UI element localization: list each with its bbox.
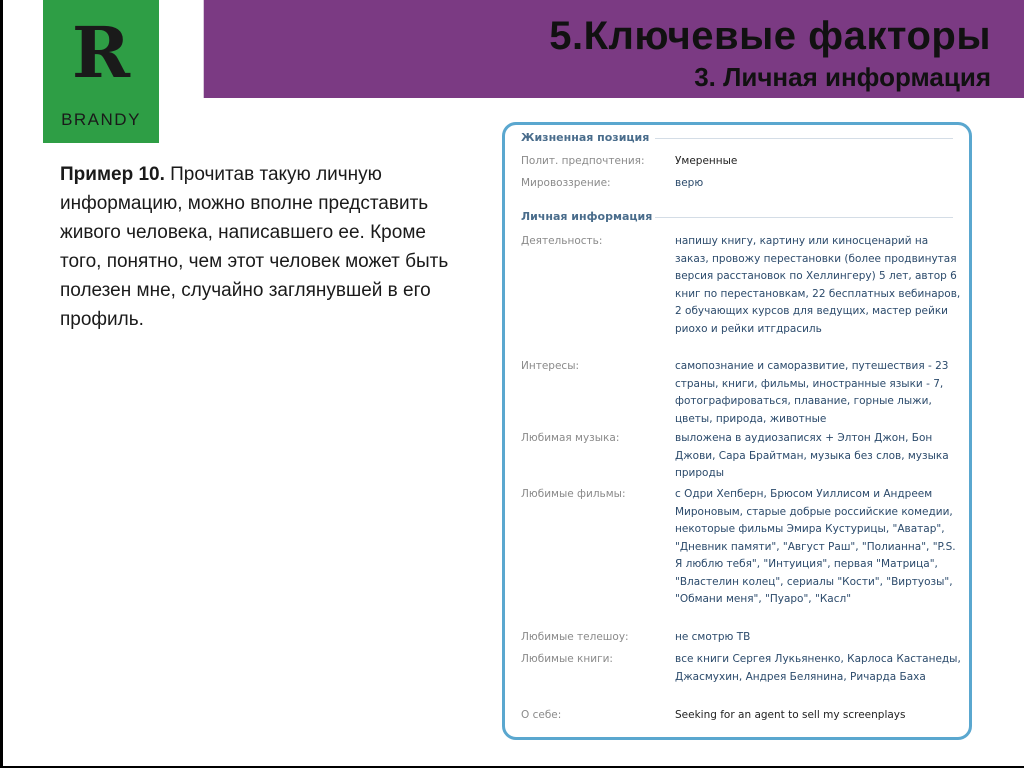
section-title-life-position: Жизненная позиция	[521, 131, 650, 144]
about-value: Seeking for an agent to sell my screenplays	[675, 709, 906, 721]
activity-value: напишу книгу, картину или киносценарий на заказ, провожу перестановки (более продвинутая версия расстановок по Хеллингеру) 5 лет, автор 6 книг по перестановкам, 22 бесплатных вебинаров, 2 обучающих курсов для ведущих, мастер рейки риохо и рейки итгдрасиль	[675, 235, 961, 335]
worldview-value: верю	[675, 177, 704, 189]
films-value: с Одри Хепберн, Брюсом Уиллисом и Андреем Мироновым, старые добрые российские комедии, некоторые фильмы Эмира Кустурицы, "Аватар", "Дневник памяти", "Август Раш", "Полианна", "P.S. Я люблю тебя", "Интуиция", первая "Матрица", "Властелин колец", сериалы "Кости", "Виртуозы", "Обмани меня", "Пуаро", "Касл"	[675, 488, 956, 605]
section-divider	[655, 217, 953, 218]
slide-subtitle: 3. Личная информация	[694, 62, 991, 92]
worldview-label: Мировоззрение:	[521, 177, 611, 189]
example-body: Прочитав такую личную информацию, можно вполне представить живого человека, написавшего ее. Кроме того, понятно, чем этот человек может быть полезен мне, случайно заглянувшей в его профиль.	[60, 164, 449, 330]
about-label: О себе:	[521, 709, 562, 721]
activity-label: Деятельность:	[521, 235, 603, 247]
politics-label: Полит. предпочтения:	[521, 155, 645, 167]
tv-label: Любимые телешоу:	[521, 631, 629, 643]
books-label: Любимые книги:	[521, 653, 613, 665]
section-title-personal-info: Личная информация	[521, 210, 653, 223]
logo-letter: R	[71, 11, 131, 94]
example-label: Пример 10.	[60, 164, 165, 185]
interests-value: самопознание и саморазвитие, путешествия - 23 страны, книги, фильмы, иностранные языки - 7, фотографироваться, плавание, горные лыжи, цветы, природа, животные	[675, 360, 949, 425]
interests-label: Интересы:	[521, 360, 580, 372]
header-band	[203, 0, 1024, 98]
profile-screenshot	[502, 122, 972, 740]
brandy-logo	[43, 0, 159, 143]
books-value: все книги Сергея Лукьяненко, Карлоса Кастанеды, Джасмухин, Андрея Белянина, Ричарда Баха	[675, 653, 961, 683]
logo-brand-text: BRANDY	[61, 110, 141, 129]
example-paragraph	[60, 160, 470, 334]
frame-left-edge	[0, 0, 3, 768]
politics-value: Умеренные	[675, 155, 738, 167]
tv-value: не смотрю ТВ	[675, 631, 751, 643]
slide-title: 5.Ключевые факторы	[549, 14, 991, 58]
films-label: Любимые фильмы:	[521, 488, 626, 500]
section-divider	[655, 138, 953, 139]
music-label: Любимая музыка:	[521, 432, 620, 444]
music-value: выложена в аудиозаписях + Элтон Джон, Бон Джови, Сара Брайтман, музыка без слов, музыка природы	[675, 432, 949, 479]
